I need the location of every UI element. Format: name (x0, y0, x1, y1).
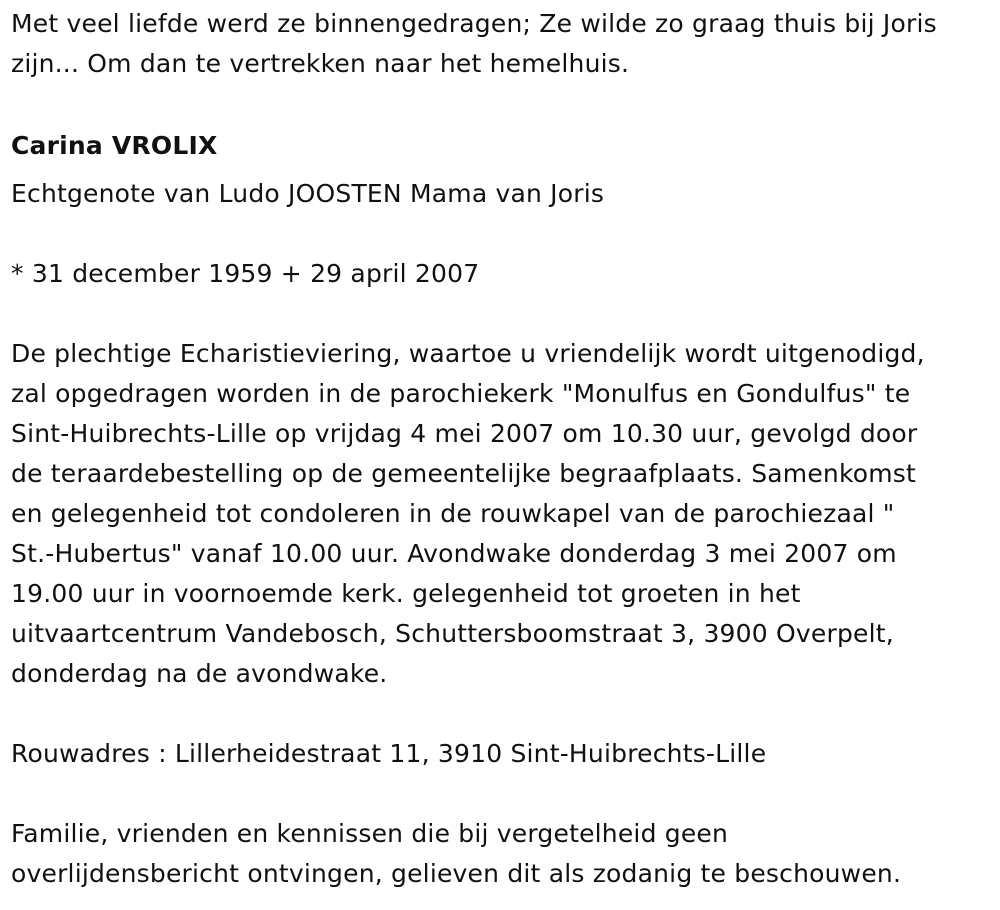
ceremony-line: De plechtige Echaristieviering, waartoe u vriendelijk wordt uitgenodigd, (11, 339, 925, 368)
intro-paragraph (11, 4, 937, 84)
life-dates: * 31 december 1959 + 29 april 2007 (11, 259, 480, 288)
ceremony-line: uitvaartcentrum Vandebosch, Schuttersboomstraat 3, 3900 Overpelt, (11, 619, 894, 648)
ceremony-line: en gelegenheid tot condoleren in de rouwkapel van de parochiezaal " (11, 499, 895, 528)
ceremony-line: 19.00 uur in voornoemde kerk. gelegenheid tot groeten in het (11, 579, 801, 608)
ceremony-line: St.-Hubertus" vanaf 10.00 uur. Avondwake donderdag 3 mei 2007 om (11, 539, 897, 568)
intro-line: Met veel liefde werd ze binnengedragen; Ze wilde zo graag thuis bij Joris (11, 9, 937, 38)
deceased-name: Carina VROLIX (11, 131, 218, 160)
relations-text: Echtgenote van Ludo JOOSTEN Mama van Joris (11, 179, 605, 208)
intro-line: zijn... Om dan te vertrekken naar het hemelhuis. (11, 49, 630, 78)
ceremony-paragraph (11, 334, 925, 694)
ceremony-line: zal opgedragen worden in de parochiekerk "Monulfus en Gondulfus" te (11, 379, 911, 408)
closing-line: overlijdensbericht ontvingen, gelieven dit als zodanig te beschouwen. (11, 859, 902, 888)
closing-paragraph (11, 814, 901, 894)
mourning-address: Rouwadres : Lillerheidestraat 11, 3910 Sint-Huibrechts-Lille (11, 739, 767, 768)
ceremony-line: Sint-Huibrechts-Lille op vrijdag 4 mei 2007 om 10.30 uur, gevolgd door (11, 419, 918, 448)
ceremony-line: de teraardebestelling op de gemeentelijke begraafplaats. Samenkomst (11, 459, 917, 488)
closing-line: Familie, vrienden en kennissen die bij vergetelheid geen (11, 819, 729, 848)
ceremony-line: donderdag na de avondwake. (11, 659, 388, 688)
